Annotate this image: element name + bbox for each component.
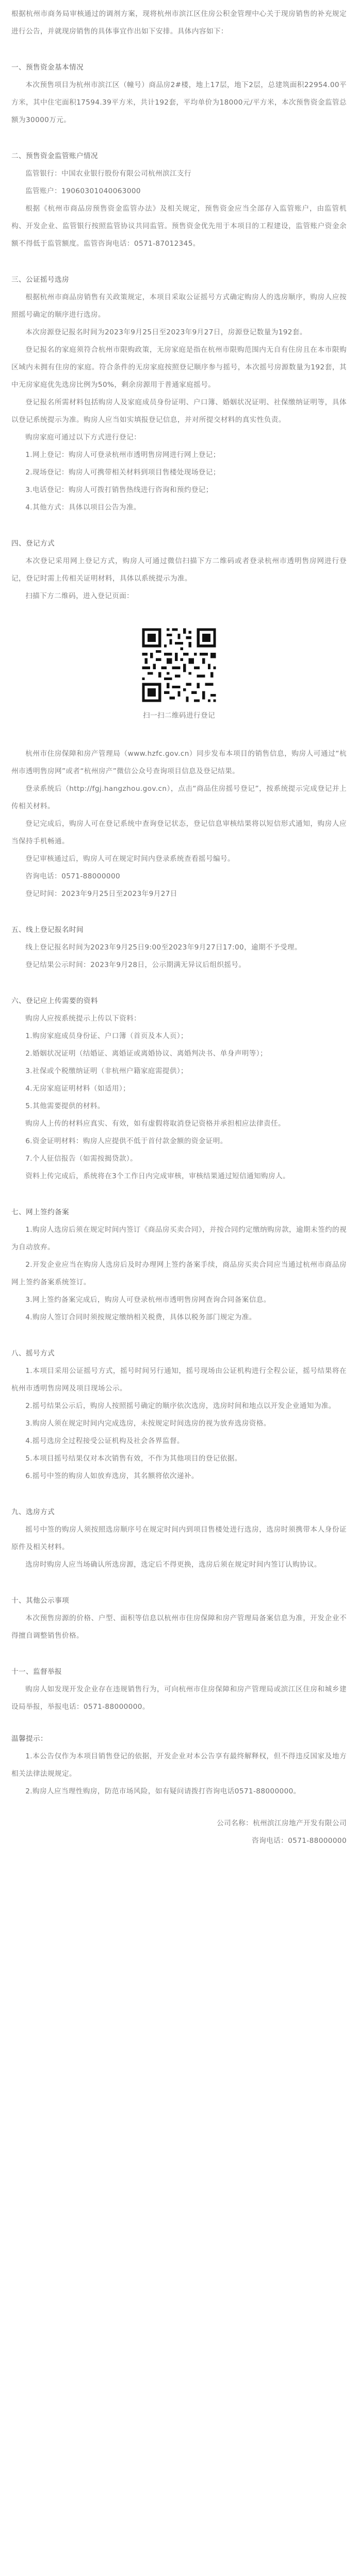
supervising-bank: 监管银行：中国农业银行股份有限公司杭州滨江支行 [25,170,192,178]
paragraph: 登记报名的家庭须符合杭州市限购政策，无房家庭是指在杭州市限购范围内无自有住房且在本市限购区域内未拥有住房的家庭。符合条件的无房家庭按照登记顺序参与摇号，本次摇号房源数量为192套，其中无房家庭优先选房比例为50%，剩余房源用于普通家庭摇号。 [11,346,347,389]
list-item: 购房人上传的材料应真实、有效，如有虚假将取消登记资格并承担相应法律责任。 [25,1120,285,1128]
paragraph: 本次房源登记报名时间为2023年9月25日至2023年9月27日，房源登记数量为192套。 [25,328,307,336]
section-title: 十一、监督举报 [11,1668,62,1676]
qr-code-block [11,625,347,724]
paragraph: 4.摇号选房全过程接受公证机构及社会各界监督。 [25,1437,184,1445]
list-item: 4.无房家庭证明材料（如适用）； [25,1084,131,1093]
list-item: 6.资金证明材料：购房人应提供不低于首付款金额的资金证明。 [25,1137,227,1145]
paragraph: 线上登记报名时间为2023年9月25日9:00至2023年9月27日17:00，逾期不予受理。 [25,943,302,952]
paragraph: 登录系统后（http://fgj.hangzhou.gov.cn），点击“商品住房摇号登记”，按系统提示完成登记并上传相关材料。 [11,785,347,810]
section-title: 四、登记方式 [11,539,55,548]
section-7 [11,1204,347,1326]
section-1 [11,59,347,129]
paragraph: 登记完成后，购房人可在登记系统中查询登记状态，登记信息审核结果将以短信形式通知，购房人应当保持手机畅通。 [11,820,347,845]
paragraph: 5.本项目摇号结果仅对本次销售有效，不作为其他项目的登记依据。 [25,1454,242,1463]
paragraph: 购房家庭可通过以下方式进行登记： [25,433,141,442]
footer-company: 公司名称：杭州滨江房地产开发有限公司 [217,1819,347,1827]
notice-item: 1.本公告仅作为本项目销售登记的依据，开发企业对本公告享有最终解释权，但不得违反国家及地方相关法律法规规定。 [11,1752,347,1778]
section-title: 六、登记应上传需要的资料 [11,997,98,1005]
paragraph: 2.开发企业应当在购房人选房后及时办理网上签约备案手续，商品房买卖合同应当通过杭州市商品房网上签约备案系统签订。 [11,1261,347,1286]
paragraph: 登记结果公示时间：2023年9月28日，公示期满无异议后组织摇号。 [25,961,246,969]
paragraph: 本次预售房源的价格、户型、面积等信息以杭州市住房保障和房产管理局备案信息为准，开发企业不得擅自调整销售价格。 [11,1614,347,1640]
section-5 [11,921,347,974]
section-6 [11,992,347,1185]
qr-caption: 扫一扫二维码进行登记 [143,711,215,720]
contact-phone: 咨询电话：0571-88000000 [25,872,121,880]
section-4 [11,535,347,903]
notice-title: 温馨提示： [11,1735,47,1743]
notice-item: 2.购房人应当理性购房，防范市场风险，如有疑问请拨打咨询电话0571-88000000。 [25,1787,301,1795]
paragraph: 1.购房人选房后须在规定时间内签订《商品房买卖合同》，并按合同约定缴纳购房款，逾期未签约的视为自动放弃。 [11,1226,347,1251]
section-title: 九、选房方式 [11,1508,55,1516]
section-title: 八、摇号方式 [11,1349,55,1358]
paragraph: 本次登记采用网上登记方式，购房人可通过微信扫描下方二维码或者登录杭州市透明售房网进行登记，登记时需上传相关证明材料，具体以系统提示为准。 [11,557,347,583]
section-title: 三、公证摇号选房 [11,276,69,284]
list-item: 2.现场登记：购房人可携带相关材料到项目售楼处现场登记； [25,468,220,477]
section-title: 一、预售资金基本情况 [11,63,84,72]
paragraph: 资料上传完成后，系统将在3个工作日内完成审核，审核结果通过短信通知购房人。 [25,1172,290,1180]
intro-paragraph: 根据杭州市商务局审核通过的调剂方案，现将杭州市滨江区住房公积金管理中心关于现房销售的补充规定进行公告，并就现房销售的具体事宜作出如下安排。具体内容如下： [11,10,347,36]
paragraph: 选房时购房人应当场确认所选房源，选定后不得更换，选房后须在规定时间内签订认购协议。 [25,1561,321,1569]
paragraph: 根据杭州市商品房销售有关政策规定，本项目采取公证摇号方式确定购房人的选房顺序，购房人应按照摇号确定的顺序进行选房。 [11,293,347,319]
paragraph: 本次预售项目为杭州市滨江区（幢号）商品房2#楼，地上17层，地下2层，总建筑面积22954.00平方米，其中住宅面积17594.39平方米，共计192套，平均单价为18000元/平方米，本次预售资金监管总额为30000万元。 [11,81,347,124]
paragraph: 杭州市住房保障和房产管理局（www.hzfc.gov.cn）同步发布本项目的销售信息，购房人可通过“杭州市透明售房网”或者“杭州房产”微信公众号查询项目信息及登记结果。 [11,750,347,775]
list-item: 1.购房家庭成员身份证、户口簿（首页及本人页）； [25,1032,188,1040]
section-10 [11,1592,347,1645]
section-8 [11,1345,347,1485]
paragraph: 购房人如发现开发企业存在违规销售行为，可向杭州市住房保障和房产管理局或滨江区住房和城乡建设局举报，举报电话：0571-88000000。 [11,1685,347,1711]
list-item: 1.网上登记：购房人可登录杭州市透明售房网进行网上登记； [25,451,220,459]
section-title: 二、预售资金监管账户情况 [11,152,98,160]
list-item: 2.婚姻状况证明（结婚证、离婚证或离婚协议、离婚判决书、单身声明等）； [25,1049,267,1058]
section-11 [11,1663,347,1716]
list-item: 3.社保或个税缴纳证明（非杭州户籍家庭需提供）； [25,1067,188,1075]
paragraph: 购房人应按系统提示上传以下资料： [25,1014,141,1023]
list-item: 4.其他方式：具体以项目公告为准。 [25,503,141,512]
footer-phone: 咨询电话：0571-88000000 [252,1837,347,1845]
paragraph: 4.购房人签订合同时须按规定缴纳相关税费，具体以税务部门规定为准。 [25,1313,256,1321]
notice-block [11,1730,347,1800]
paragraph: 摇号中签的购房人须按照选房顺序号在规定时间内到项目售楼处进行选房，选房时须携带本人身份证原件及相关材料。 [11,1526,347,1551]
section-9 [11,1503,347,1573]
list-item: 7.个人征信报告（如需按揭贷款）。 [25,1155,138,1163]
list-item: 3.电话登记：购房人可拨打销售热线进行咨询和预约登记； [25,486,213,494]
section-title: 十、其他公示事项 [11,1597,69,1605]
paragraph: 2.摇号结果公示后，购房人按照摇号确定的顺序依次选房，选房时间和地点以开发企业通知为准。 [25,1402,336,1410]
paragraph: 3.网上签约备案完成后，购房人可登录杭州市透明售房网查询合同备案信息。 [25,1296,271,1304]
section-title: 五、线上登记报名时间 [11,926,84,934]
paragraph: 根据《杭州市商品房预售资金监管办法》及相关规定，预售资金应当全部存入监管账户，由监管机构、开发企业、监管银行按照监管协议共同监管。预售资金优先用于本项目的工程建设，监管账户资金余额不得低于监管额度。监管咨询电话：0571-87012345。 [11,205,347,248]
qr-code-icon[interactable] [139,625,219,705]
paragraph: 扫描下方二维码，进入登记页面： [25,592,134,600]
section-3 [11,271,347,516]
paragraph: 登记报名所需材料包括购房人及家庭成员身份证明、户口簿、婚姻状况证明、社保缴纳证明等，具体以登记系统提示为准。购房人应当如实填报登记信息，并对所提交材料的真实性负责。 [11,398,347,424]
section-2 [11,147,347,252]
paragraph: 3.购房人须在规定时间内完成选房，未按规定时间选房的视为放弃选房资格。 [25,1419,271,1428]
supervision-account: 监管账户：19060301040063000 [25,187,141,195]
paragraph: 6.摇号中签的购房人如放弃选房，其名额将依次递补。 [25,1472,199,1480]
paragraph: 1.本项目采用公证摇号方式，摇号时间另行通知，摇号现场由公证机构进行全程公证，摇号结果将在杭州市透明售房网及项目现场公示。 [11,1367,347,1393]
list-item: 5.其他需要提供的材料。 [25,1102,105,1110]
footer [11,1815,347,1850]
registration-time: 登记时间：2023年9月25日至2023年9月27日 [25,890,177,898]
section-title: 七、网上签约备案 [11,1208,69,1216]
paragraph: 登记审核通过后，购房人可在规定时间内登录系统查看摇号编号。 [25,855,235,863]
